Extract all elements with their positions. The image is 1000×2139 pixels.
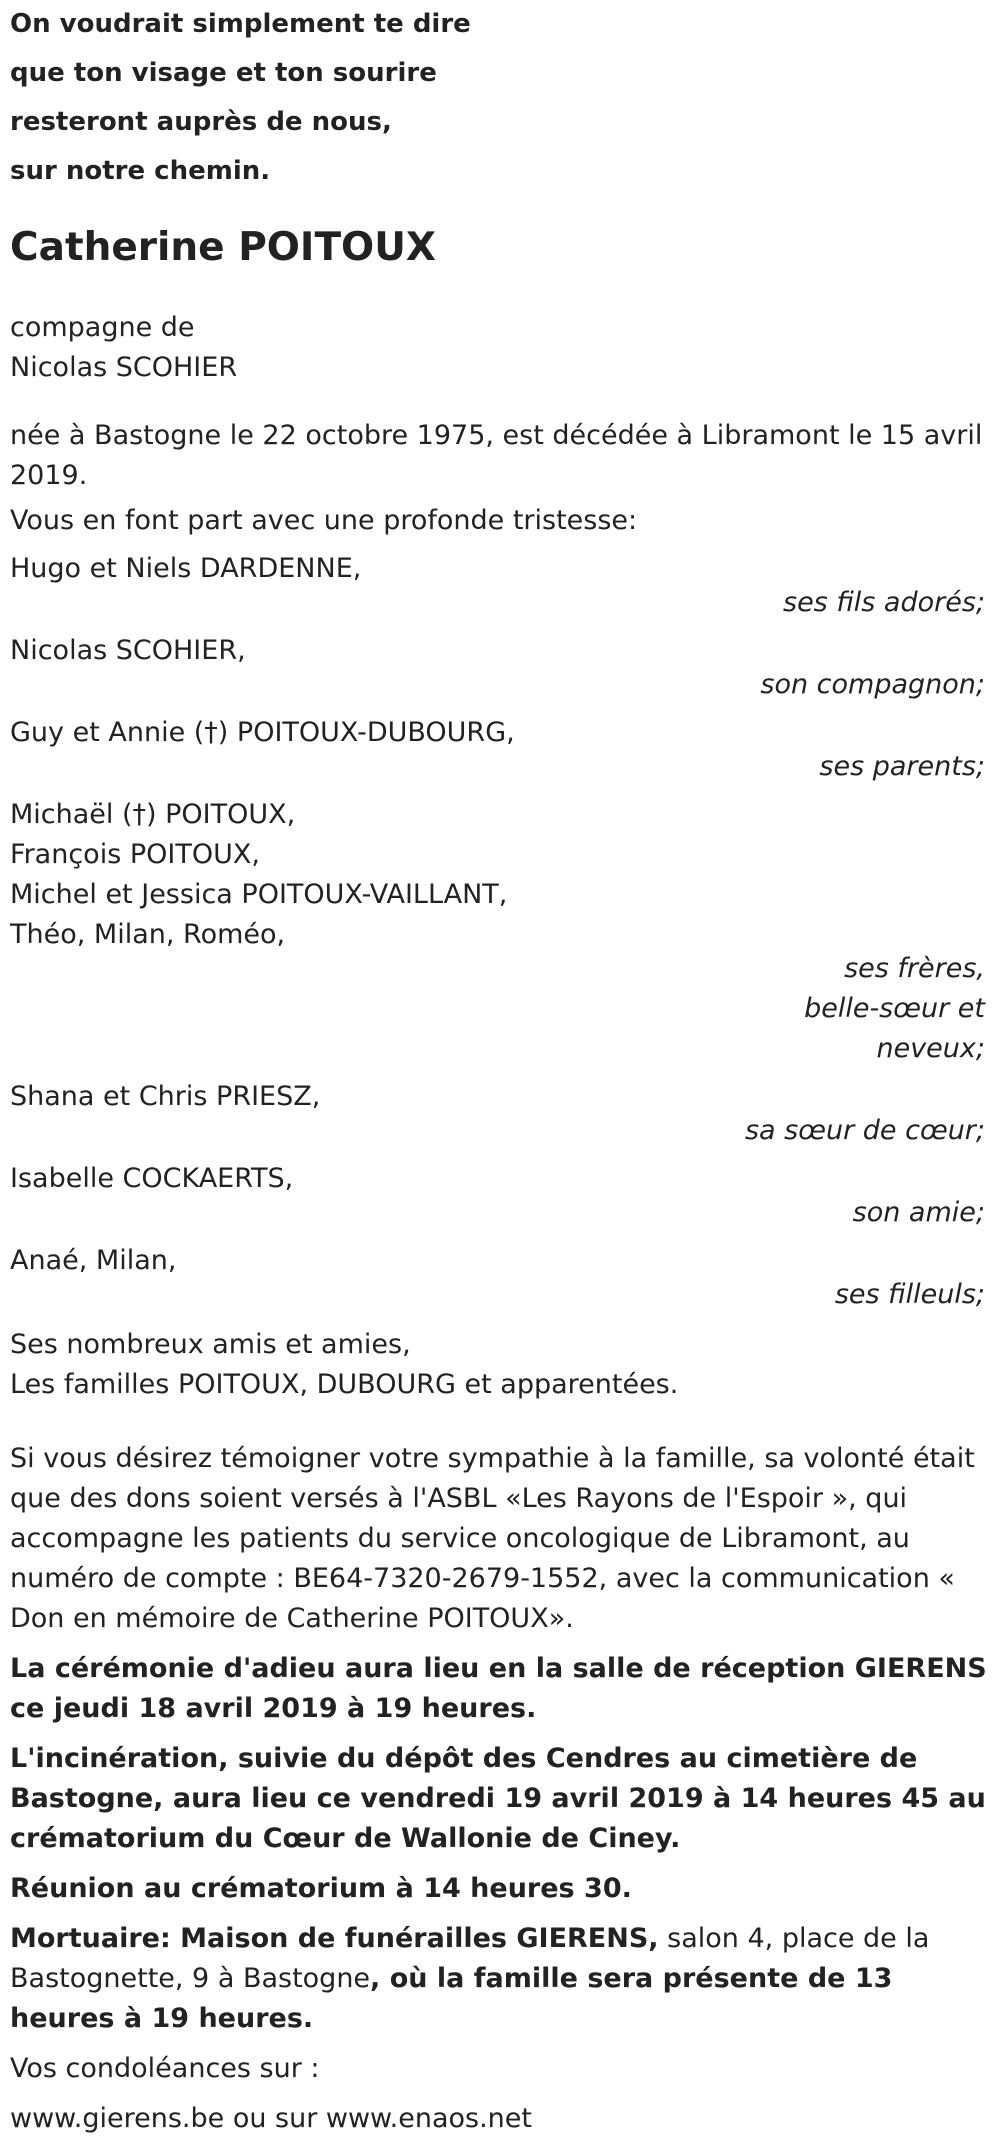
family-entry (10, 631, 990, 705)
family-names: François POITOUX, (10, 839, 260, 870)
family-names: Théo, Milan, Roméo, (10, 919, 286, 950)
family-entry (10, 549, 990, 623)
mortuary-text (10, 1919, 990, 2039)
condolences-sites: www.gierens.be ou sur www.enaos.net (10, 2103, 532, 2134)
family-names: Guy et Annie (†) POITOUX-DUBOURG, (10, 717, 515, 748)
mortuary-address: salon 4, place de la Bastognette, 9 à Bastogne (10, 1923, 930, 1994)
family-names: Hugo et Niels DARDENNE, (10, 553, 362, 584)
family-entry (10, 795, 990, 1069)
others-line: Ses nombreux amis et amies, (10, 1329, 411, 1360)
obituary-page (10, 0, 990, 2139)
partner-intro: compagne de (10, 312, 195, 343)
family-relation: son compagnon; (760, 669, 985, 700)
family-relation: ses frères, (844, 953, 985, 984)
condolences-intro: Vos condoléances sur : (10, 2053, 320, 2084)
poem-line: que ton visage et ton sourire (10, 58, 437, 88)
mortuary-label: Mortuaire: Maison de funérailles GIERENS, (10, 1923, 659, 1954)
partner-name: Nicolas SCOHIER (10, 352, 238, 383)
family-names: Isabelle COCKAERTS, (10, 1163, 294, 1194)
donation-text: Si vous désirez témoigner votre sympathie à la famille, sa volonté était que des dons soient versés à l'ASBL «Les Rayons de l'Espoir », qui accompagne les patients du service oncologique de Libramont, au numéro de compte : BE64-7320-2679-1552, avec la communication « Don en mémoire de Catherine POITOUX». (10, 1443, 975, 1634)
opening-poem (10, 0, 990, 196)
announcement-intro: Vous en font part avec une profonde tristesse: (10, 505, 638, 536)
poem-line: sur notre chemin. (10, 156, 271, 186)
family-relation: ses filleuls; (834, 1279, 985, 1310)
others-block (10, 1325, 990, 1405)
family-names: Michaël (†) POITOUX, (10, 799, 296, 830)
family-entry (10, 1159, 990, 1233)
mortuary-presence: , où la famille sera présente de 13 heures à 19 heures. (10, 1963, 893, 2034)
family-names: Anaé, Milan, (10, 1245, 177, 1276)
poem-line: resteront auprès de nous, (10, 107, 392, 137)
partner-block (10, 308, 990, 388)
deceased-name: Catherine POITOUX (10, 225, 436, 270)
family-relation: ses parents; (819, 751, 985, 782)
incineration-text: L'incinération, suivie du dépôt des Cendres au cimetière de Bastogne, aura lieu ce vendredi 19 avril 2019 à 14 heures 45 au crématorium du Cœur de Wallonie de Ciney. (10, 1743, 986, 1854)
family-entry (10, 1241, 990, 1315)
ceremony-text: La cérémonie d'adieu aura lieu en la salle de réception GIERENS ce jeudi 18 avril 2019 à 19 heures. (10, 1653, 987, 1724)
family-relation: ses fils adorés; (783, 587, 985, 618)
family-names: Shana et Chris PRIESZ, (10, 1081, 321, 1112)
meeting-text: Réunion au crématorium à 14 heures 30. (10, 1873, 632, 1904)
poem-line: On voudrait simplement te dire (10, 9, 471, 39)
family-list (10, 549, 990, 1315)
family-relation: son amie; (852, 1197, 985, 1228)
family-entry (10, 1077, 990, 1151)
family-names: Michel et Jessica POITOUX-VAILLANT, (10, 879, 508, 910)
others-line: Les familles POITOUX, DUBOURG et apparentées. (10, 1369, 679, 1400)
family-entry (10, 713, 990, 787)
family-relation: sa sœur de cœur; (744, 1115, 985, 1146)
family-relation: neveux; (876, 1033, 985, 1064)
family-relation: belle-sœur et (804, 993, 985, 1024)
birth-death-info: née à Bastogne le 22 octobre 1975, est décédée à Libramont le 15 avril 2019. (10, 420, 983, 491)
family-names: Nicolas SCOHIER, (10, 635, 246, 666)
